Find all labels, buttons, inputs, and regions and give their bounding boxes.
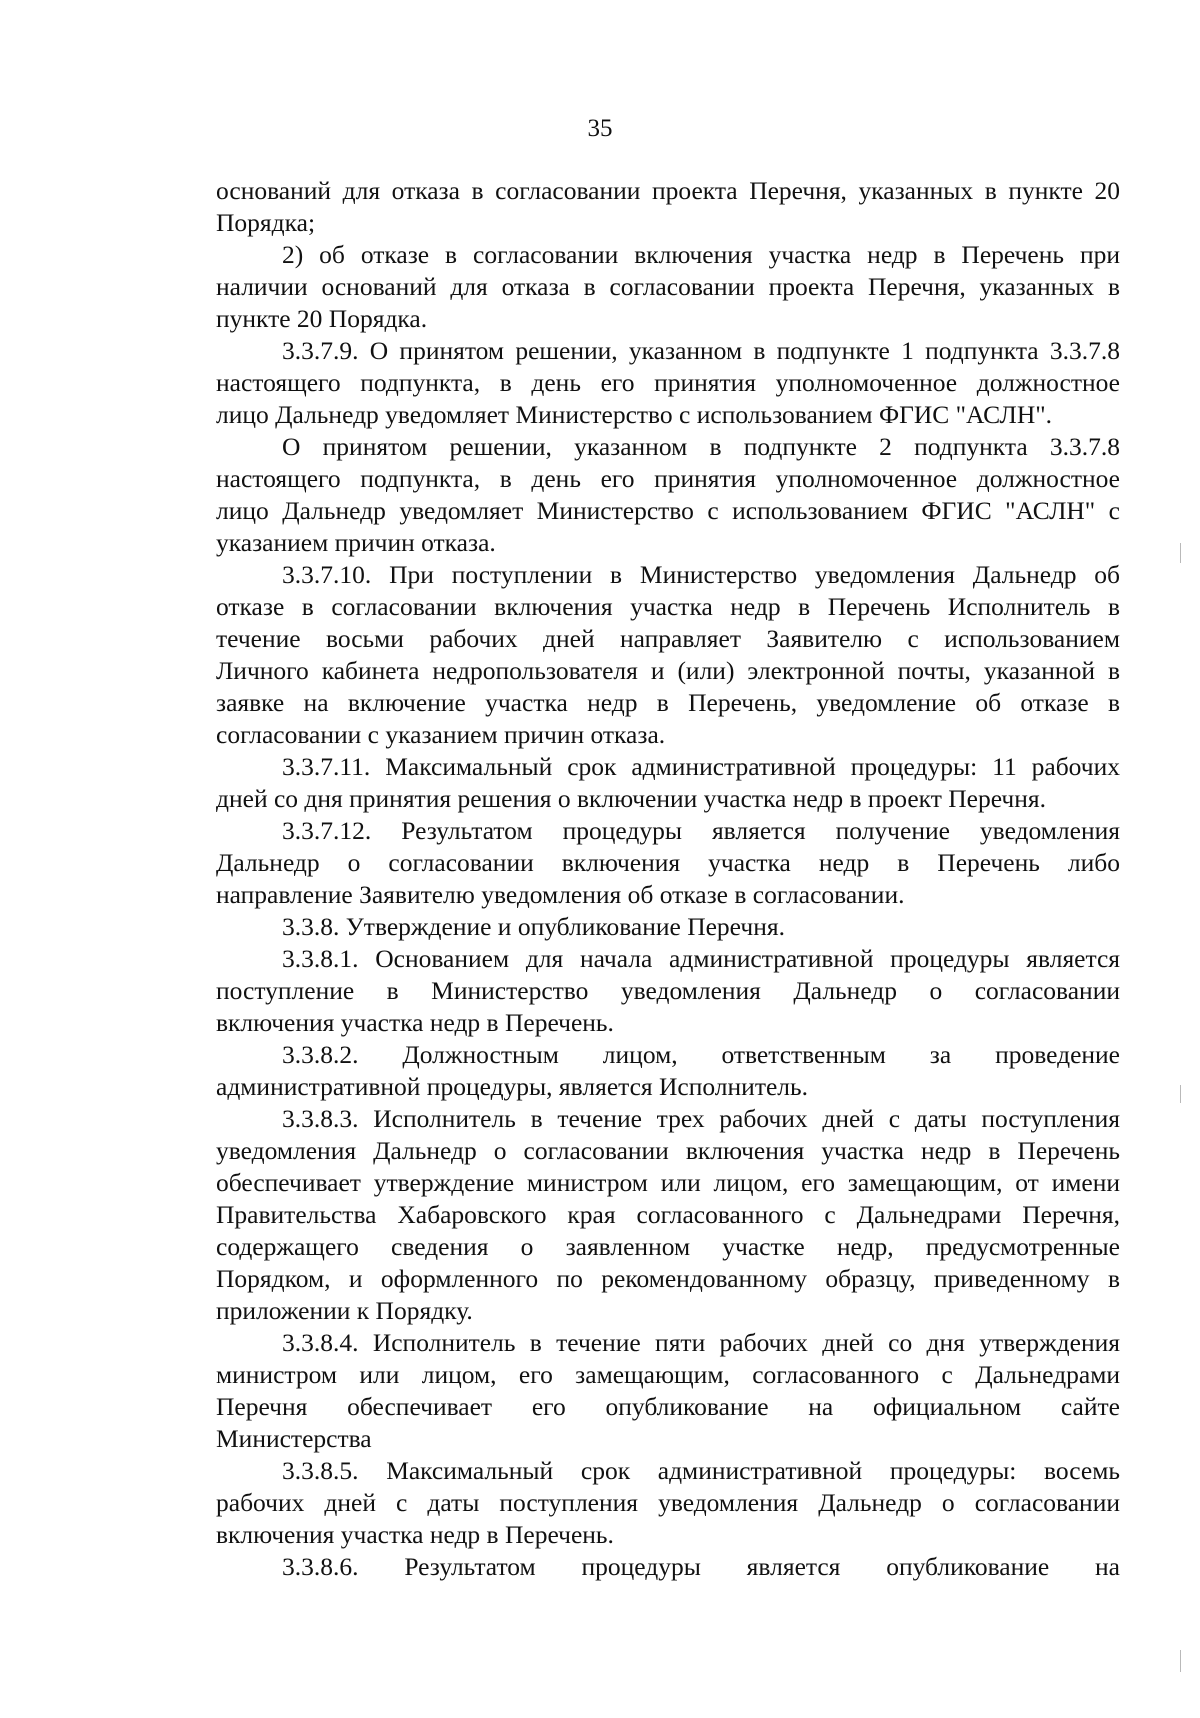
scan-artifact: [1180, 1650, 1181, 1672]
text-line: настоящего подпункта, в день его принятия уполномоченное должностное: [216, 368, 1120, 397]
text-line: включения участка недр в Перечень.: [216, 1008, 614, 1037]
paragraph-3-3-8-2: [216, 1039, 1120, 1103]
text-line: отказе в согласовании включения участка недр в Перечень Исполнитель в: [216, 592, 1120, 621]
paragraph-3-3-7-12: [216, 815, 1120, 911]
text-line: пункте 20 Порядка.: [216, 304, 428, 333]
text-line: Порядка;: [216, 208, 316, 237]
text-line: лицо Дальнедр уведомляет Министерство с использованием ФГИС "АСЛН" с: [216, 496, 1120, 525]
text-line: 3.3.7.9. О принятом решении, указанном в подпункте 1 подпункта 3.3.7.8: [282, 336, 1120, 365]
text-line: наличии оснований для отказа в согласовании проекта Перечня, указанных в: [216, 272, 1120, 301]
paragraph-item-2: [216, 239, 1120, 335]
text-line: 3.3.8.1. Основанием для начала административной процедуры является: [282, 944, 1120, 973]
text-line: настоящего подпункта, в день его принятия уполномоченное должностное: [216, 464, 1120, 493]
text-line: 3.3.8.5. Максимальный срок административной процедуры: восемь: [282, 1456, 1120, 1485]
text-line: 3.3.8.4. Исполнитель в течение пяти рабочих дней со дня утверждения: [282, 1328, 1120, 1357]
paragraph-3-3-7-11: [216, 751, 1120, 815]
text-line: Личного кабинета недропользователя и (или) электронной почты, указанной в: [216, 656, 1120, 685]
text-line: Перечня обеспечивает его опубликование на официальном сайте: [216, 1392, 1120, 1421]
text-line: направление Заявителю уведомления об отказе в согласовании.: [216, 880, 905, 909]
text-line: рабочих дней с даты поступления уведомления Дальнедр о согласовании: [216, 1488, 1120, 1517]
page-number: 35: [587, 115, 613, 142]
paragraph-3-3-8-4: [216, 1327, 1120, 1455]
paragraph-3-3-8: [216, 911, 1120, 943]
text-line: 3.3.7.12. Результатом процедуры является получение уведомления: [282, 816, 1120, 845]
text-line: Правительства Хабаровского края согласованного с Дальнедрами Перечня,: [216, 1200, 1120, 1229]
section-heading: 3.3.8. Утверждение и опубликование Перечня.: [282, 912, 785, 941]
text-line: Порядком, и оформленного по рекомендованному образцу, приведенному в: [216, 1264, 1120, 1293]
text-line: заявке на включение участка недр в Перечень, уведомление об отказе в: [216, 688, 1120, 717]
text-line: лицо Дальнедр уведомляет Министерство с использованием ФГИС "АСЛН".: [216, 400, 1053, 429]
text-line: содержащего сведения о заявленном участке недр, предусмотренные: [216, 1232, 1120, 1261]
paragraph-decision-2: [216, 431, 1120, 559]
text-line: уведомления Дальнедр о согласовании включения участка недр в Перечень: [216, 1136, 1120, 1165]
text-line: Дальнедр о согласовании включения участка недр в Перечень либо: [216, 848, 1120, 877]
text-line: указанием причин отказа.: [216, 528, 496, 557]
text-line: оснований для отказа в согласовании проекта Перечня, указанных в пункте 20: [216, 176, 1120, 205]
text-line: согласовании с указанием причин отказа.: [216, 720, 666, 749]
text-line: поступление в Министерство уведомления Дальнедр о согласовании: [216, 976, 1120, 1005]
document-body: [216, 175, 1120, 1583]
paragraph-continuation: [216, 175, 1120, 239]
text-line: Министерства: [216, 1424, 372, 1453]
paragraph-3-3-7-9: [216, 335, 1120, 431]
text-line: дней со дня принятия решения о включении участка недр в проект Перечня.: [216, 784, 1046, 813]
paragraph-3-3-7-10: [216, 559, 1120, 751]
text-line: административной процедуры, является Исполнитель.: [216, 1072, 809, 1101]
text-line: 3.3.8.3. Исполнитель в течение трех рабочих дней с даты поступления: [282, 1104, 1120, 1133]
text-line: 3.3.7.11. Максимальный срок административной процедуры: 11 рабочих: [282, 752, 1120, 781]
paragraph-3-3-8-5: [216, 1455, 1120, 1551]
scan-artifact: [1180, 543, 1181, 563]
text-line: О принятом решении, указанном в подпункте 2 подпункта 3.3.7.8: [282, 432, 1120, 461]
text-line: течение восьми рабочих дней направляет Заявителю с использованием: [216, 624, 1120, 653]
paragraph-3-3-8-1: [216, 943, 1120, 1039]
text-line: 3.3.8.2. Должностным лицом, ответственным за проведение: [282, 1040, 1120, 1069]
text-line: 2) об отказе в согласовании включения участка недр в Перечень при: [282, 240, 1120, 269]
scan-artifact: [1180, 1085, 1181, 1103]
paragraph-3-3-8-6: [216, 1551, 1120, 1583]
text-line: включения участка недр в Перечень.: [216, 1520, 614, 1549]
paragraph-3-3-8-3: [216, 1103, 1120, 1327]
text-line: приложении к Порядку.: [216, 1296, 473, 1325]
text-line: обеспечивает утверждение министром или лицом, его замещающим, от имени: [216, 1168, 1120, 1197]
text-line: министром или лицом, его замещающим, согласованного с Дальнедрами: [216, 1360, 1120, 1389]
text-line: 3.3.7.10. При поступлении в Министерство уведомления Дальнедр об: [282, 560, 1120, 589]
text-line: 3.3.8.6. Результатом процедуры является опубликование на: [282, 1552, 1120, 1581]
